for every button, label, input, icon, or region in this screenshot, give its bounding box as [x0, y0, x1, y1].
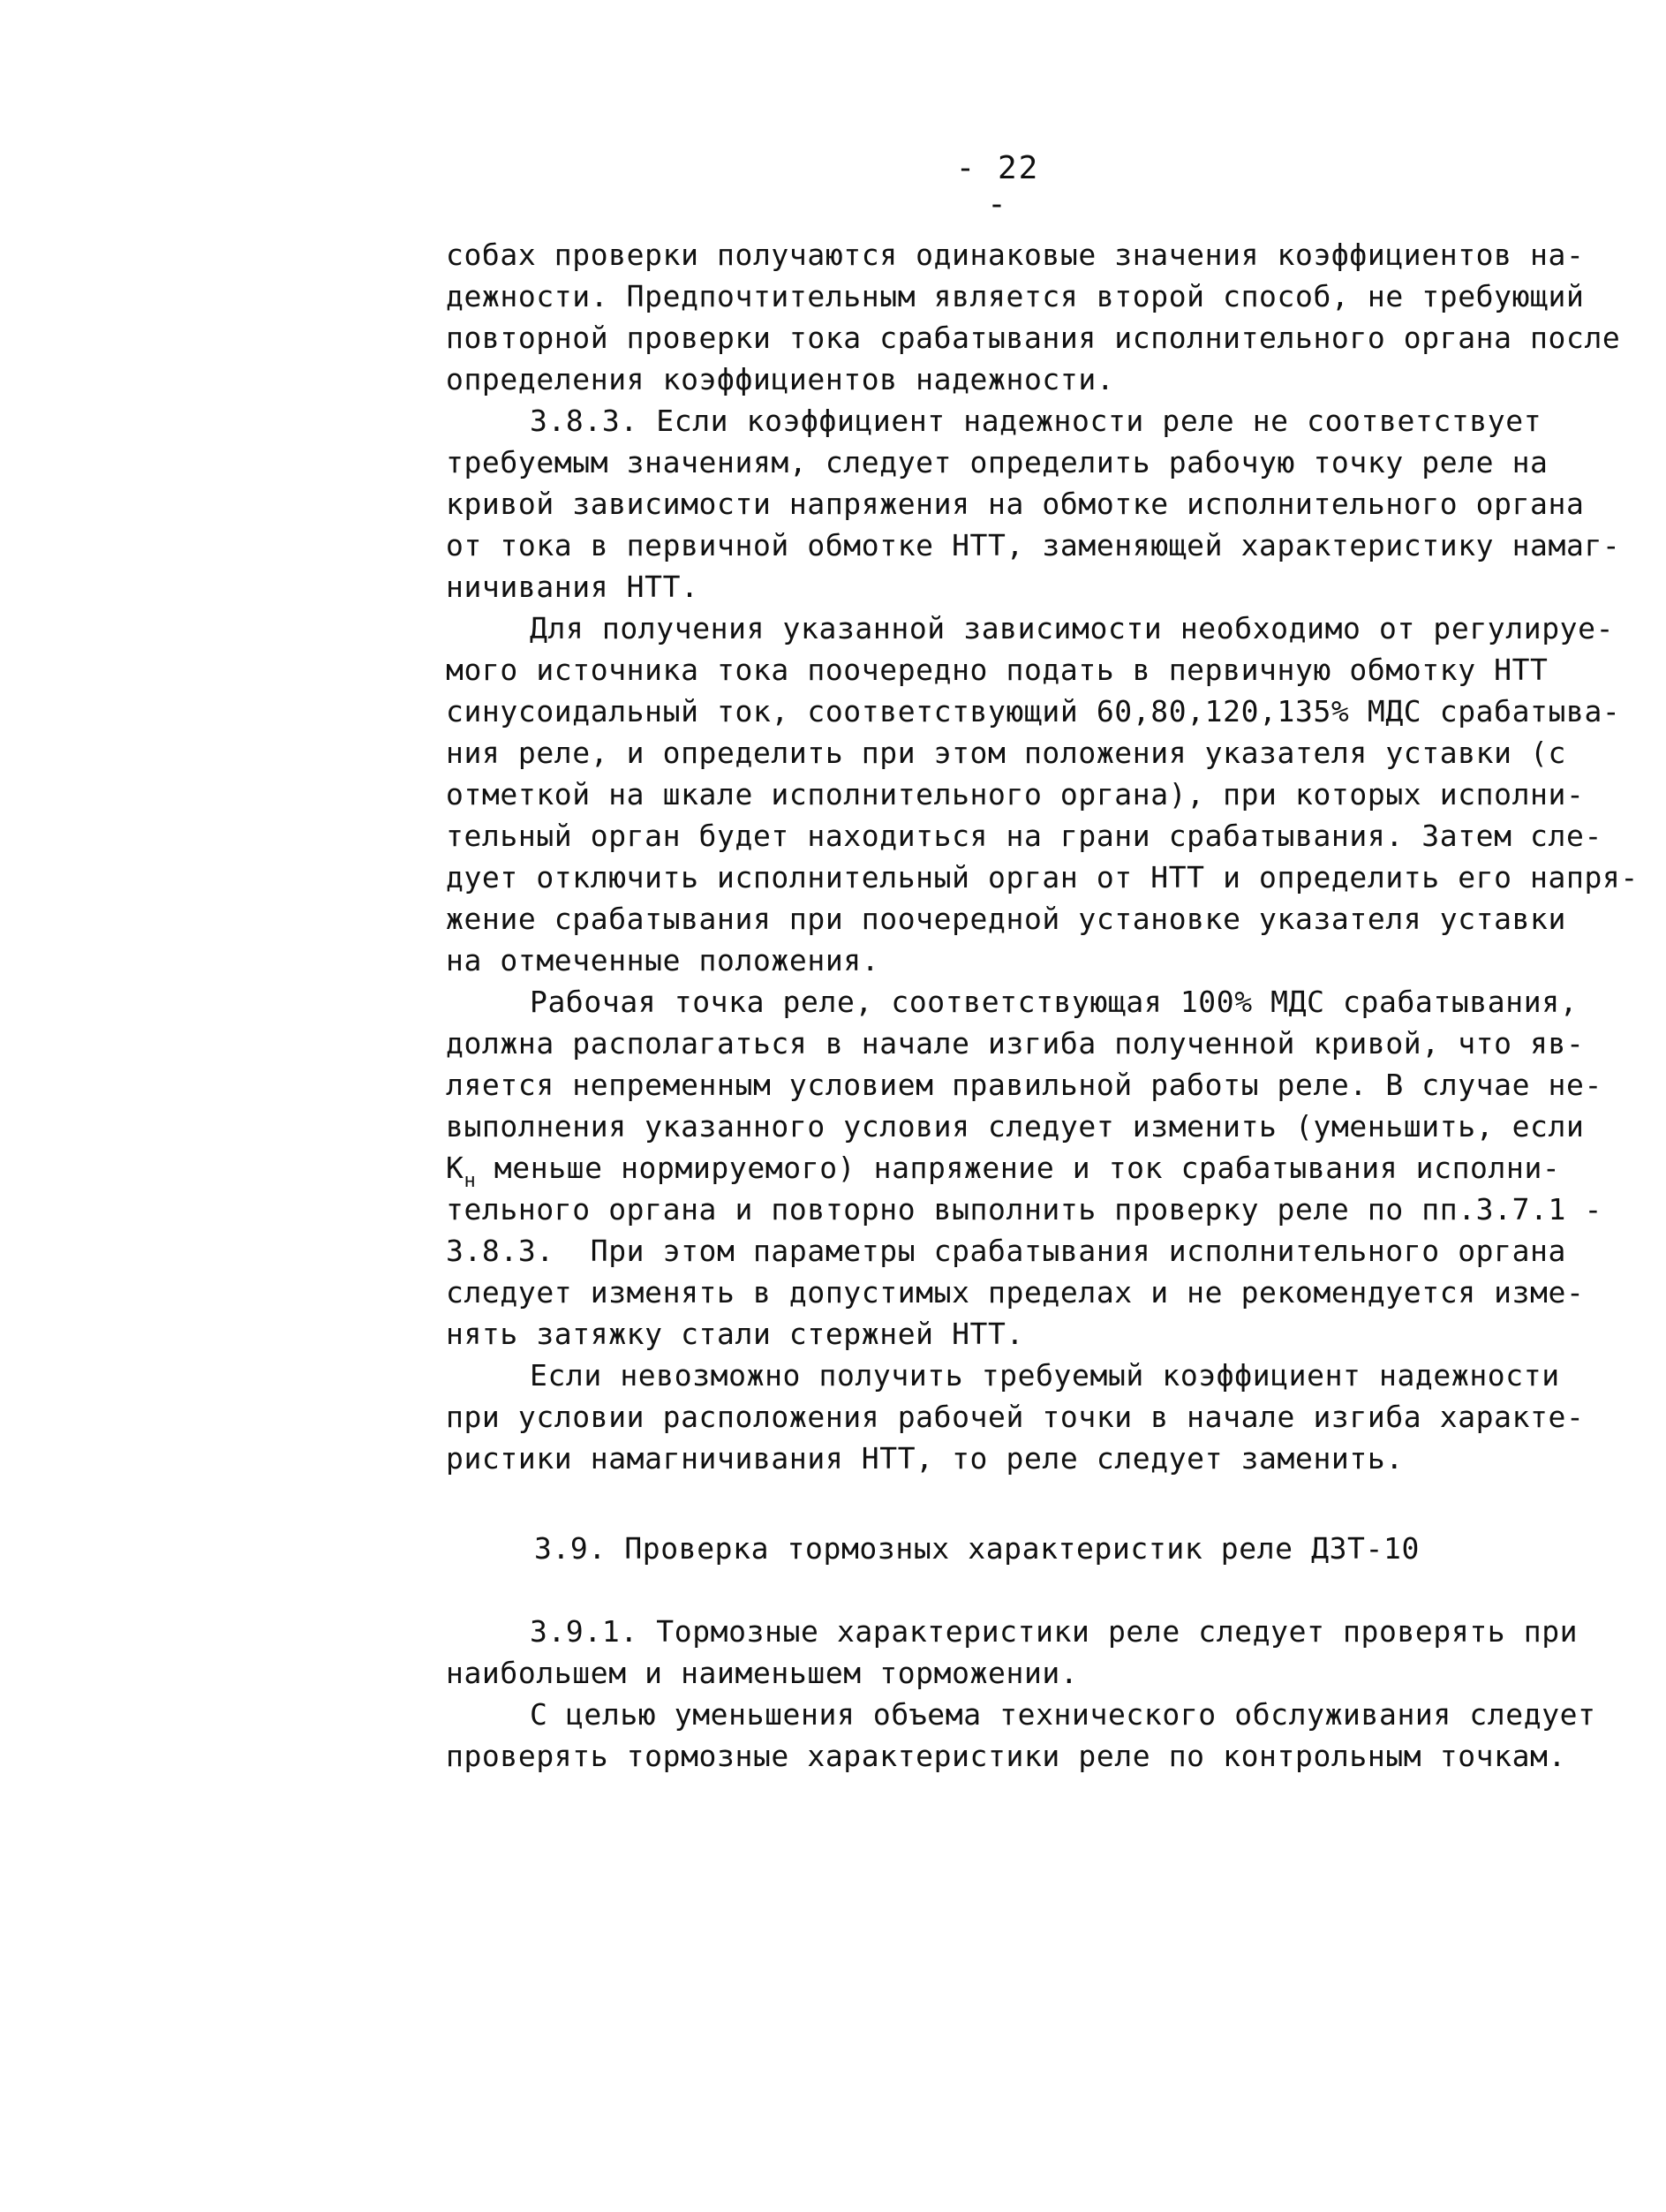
page-number: - 22 - — [955, 150, 1040, 223]
text-line: должна располагаться в начале изгиба полученной кривой, что яв- — [446, 1026, 1585, 1061]
coefficient-subscript: н — [464, 1170, 477, 1192]
text-line: собах проверки получаются одинаковые значения коэффициентов на- — [446, 238, 1585, 272]
text-line: синусоидальный ток, соответствующий 60,80,120,135% МДС срабатыва- — [446, 694, 1621, 729]
paragraph-start: С целью уменьшения объема технического обслуживания следует — [530, 1697, 1596, 1732]
text-line: при условии расположения рабочей точки в начале изгиба характе- — [446, 1400, 1585, 1434]
text-line: следует изменять в допустимых пределах и не рекомендуется изме- — [446, 1275, 1585, 1310]
text-line: 3.8.3. При этом параметры срабатывания исполнительного органа — [446, 1234, 1566, 1268]
text-line: тельного органа и повторно выполнить проверку реле по пп.3.7.1 - — [446, 1192, 1602, 1227]
text-line-rest: меньше нормируемого) напряжение и ток срабатывания исполни- — [476, 1151, 1561, 1185]
text-line: требуемым значениям, следует определить рабочую точку реле на — [446, 445, 1549, 479]
text-line: выполнения указанного условия следует изменить (уменьшить, если — [446, 1109, 1585, 1144]
text-line: отметкой на шкале исполнительного органа), при которых исполни- — [446, 777, 1585, 812]
coefficient-symbol: К — [446, 1151, 464, 1185]
text-line: ристики намагничивания НТТ, то реле следует заменить. — [446, 1441, 1404, 1476]
text-line-with-subscript — [446, 1147, 1585, 1192]
text-line: ляется непременным условием правильной работы реле. В случае не- — [446, 1068, 1602, 1102]
text-line: от тока в первичной обмотке НТТ, заменяющей характеристику намаг- — [446, 528, 1621, 562]
text-line: повторной проверки тока срабатывания исполнительного органа после — [446, 321, 1621, 355]
text-line: мого источника тока поочередно подать в первичную обмотку НТТ — [446, 653, 1549, 687]
text-line: определения коэффициентов надежности. — [446, 362, 1115, 396]
section-heading: 3.9. Проверка тормозных характеристик реле ДЗТ-10 — [534, 1531, 1420, 1566]
text-line: наибольшем и наименьшем торможении. — [446, 1656, 1079, 1690]
text-line: кривой зависимости напряжения на обмотке исполнительного органа — [446, 487, 1585, 521]
text-line: нять затяжку стали стержней НТТ. — [446, 1317, 1024, 1351]
paragraph-3-9-1-start: 3.9.1. Тормозные характеристики реле следует проверять при — [530, 1614, 1579, 1649]
text-line: дует отключить исполнительный орган от НТТ и определить его напря- — [446, 860, 1639, 895]
text-block-main — [446, 234, 1639, 1479]
text-line: тельный орган будет находиться на грани срабатывания. Затем сле- — [446, 819, 1602, 853]
text-block-section-3-9 — [446, 1611, 1596, 1777]
text-line: дежности. Предпочтительным является второй способ, не требующий — [446, 279, 1585, 313]
text-line: на отмеченные положения. — [446, 943, 880, 978]
text-line: ничивания НТТ. — [446, 570, 699, 604]
text-line: ния реле, и определить при этом положения указателя уставки (с — [446, 736, 1566, 770]
text-line: проверять тормозные характеристики реле по контрольным точкам. — [446, 1739, 1566, 1773]
paragraph-start: Если невозможно получить требуемый коэффициент надежности — [530, 1358, 1560, 1393]
text-line: жение срабатывания при поочередной установке указателя уставки — [446, 902, 1566, 936]
paragraph-start: Рабочая точка реле, соответствующая 100% МДС срабатывания, — [530, 985, 1579, 1019]
paragraph-start: Для получения указанной зависимости необходимо от регулируе- — [530, 611, 1615, 645]
section-heading-block — [446, 1528, 1585, 1569]
paragraph-3-8-3-start: 3.8.3. Если коэффициент надежности реле не соответствует — [530, 404, 1542, 438]
